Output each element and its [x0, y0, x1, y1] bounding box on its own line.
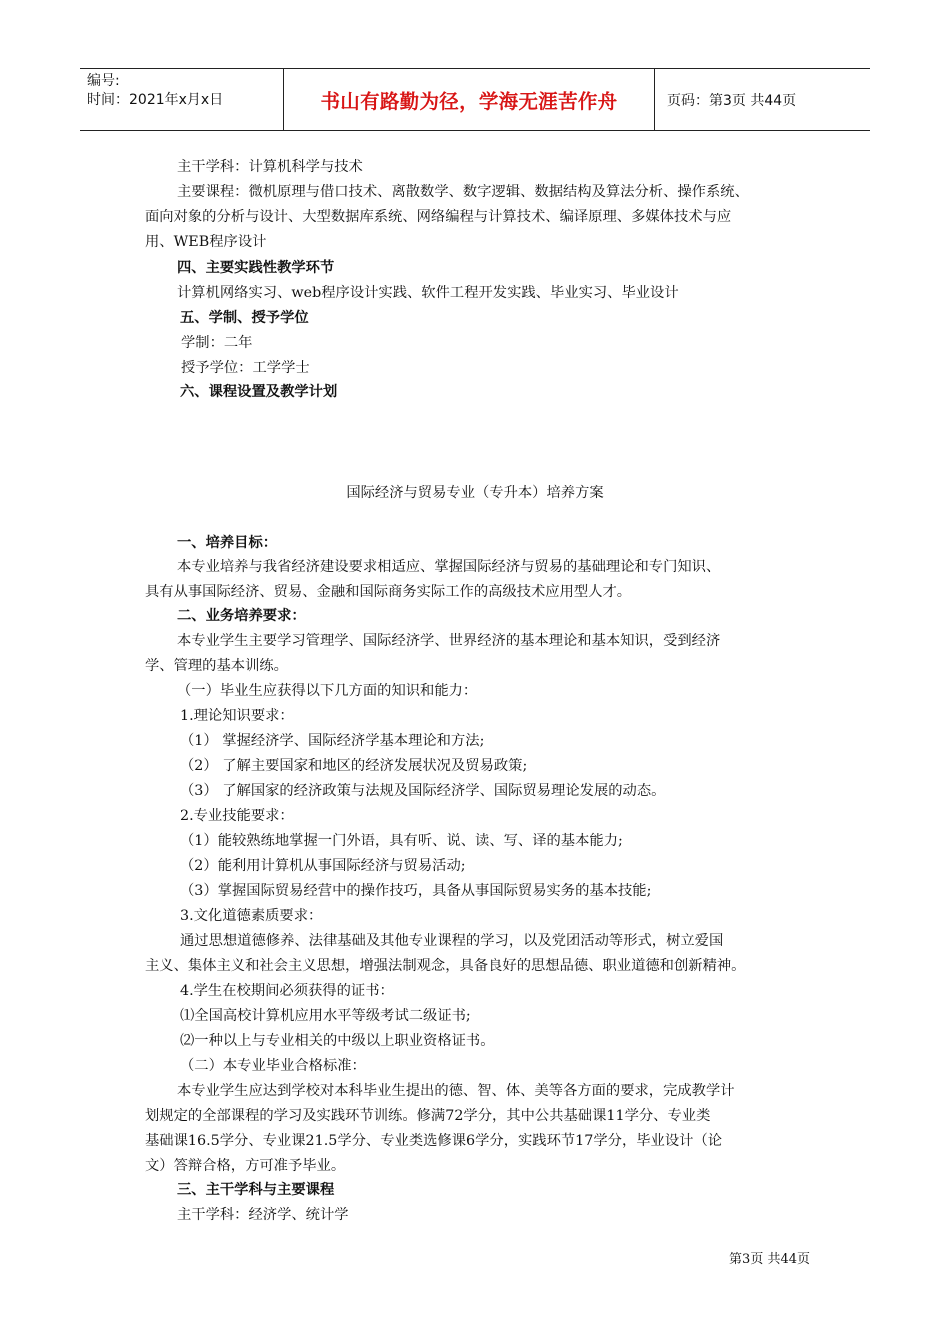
theory-item-2: （2） 了解主要国家和地区的经济发展状况及贸易政策;	[180, 758, 528, 774]
theory-item-1: （1） 掌握经济学、国际经济学基本理论和方法;	[180, 733, 485, 749]
date-line: 时间：2021年x月x日	[87, 92, 224, 108]
requirements-line-2: 学、管理的基本训练。	[145, 658, 288, 674]
subheading-abilities: （一）毕业生应获得以下几方面的知识和能力：	[177, 683, 478, 699]
serial-label: 编号:	[87, 73, 120, 89]
skills-item-3: （3）掌握国际贸易经营中的操作技巧，具备从事国际贸易实务的基本技能;	[180, 883, 652, 899]
duration-text: 学制：二年	[181, 335, 253, 351]
theory-heading: 1.理论知识要求：	[180, 708, 294, 724]
plan-title: 国际经济与贸易专业（专升本）培养方案	[346, 485, 604, 501]
heading-requirements: 二、业务培养要求：	[177, 608, 306, 624]
page-footer: 第3页 共44页	[729, 1252, 810, 1267]
practice-text: 计算机网络实习、web程序设计实践、软件工程开发实践、毕业实习、毕业设计	[177, 285, 679, 301]
moral-line-2: 主义、集体主义和社会主义思想，增强法制观念，具备良好的思想品德、职业道德和创新精神。	[145, 958, 746, 974]
header-page-cell	[655, 69, 870, 130]
skills-heading: 2.专业技能要求：	[180, 808, 294, 824]
heading-practice: 四、主要实践性教学环节	[177, 260, 335, 276]
header-meta-cell	[80, 69, 283, 130]
heading-duration-degree: 五、学制、授予学位	[180, 310, 309, 326]
heading-curriculum: 六、课程设置及教学计划	[180, 384, 338, 400]
moral-line-1: 通过思想道德修养、法律基础及其他专业课程的学习，以及党团活动等形式，树立爱国	[180, 933, 724, 949]
standard-line-1: 本专业学生应达到学校对本科毕业生提出的德、智、体、美等各方面的要求，完成教学计	[177, 1083, 735, 1099]
header-motto-cell	[283, 69, 655, 130]
skills-item-1: （1）能较熟练地掌握一门外语，具有听、说、读、写、译的基本能力;	[180, 833, 623, 849]
heading-goal: 一、培养目标：	[177, 535, 278, 551]
page-header	[80, 68, 870, 131]
main-courses-line-3: 用、WEB程序设计	[145, 234, 267, 250]
standard-line-3: 基础课16.5学分、专业课21.5学分、专业类选修课6学分，实践环节17学分，毕业设计（论	[145, 1133, 723, 1149]
main-courses-line-2: 面向对象的分析与设计、大型数据库系统、网络编程与计算技术、编译原理、多媒体技术与应	[145, 209, 732, 225]
standard-line-4: 文）答辩合格，方可准予毕业。	[145, 1158, 346, 1174]
degree-text: 授予学位：工学学士	[181, 360, 310, 376]
requirements-line-1: 本专业学生主要学习管理学、国际经济学、世界经济的基本理论和基本知识，受到经济	[177, 633, 721, 649]
certificates-heading: 4.学生在校期间必须获得的证书：	[180, 983, 394, 999]
main-courses-line-1: 主要课程：微机原理与借口技术、离散数学、数字逻辑、数据结构及算法分析、操作系统、	[177, 184, 749, 200]
theory-item-3: （3） 了解国家的经济政策与法规及国际经济学、国际贸易理论发展的动态。	[180, 783, 666, 799]
skills-item-2: （2）能利用计算机从事国际经济与贸易活动;	[180, 858, 466, 874]
goal-line-2: 具有从事国际经济、贸易、金融和国际商务实际工作的高级技术应用型人才。	[145, 584, 632, 600]
major-subject-econ: 主干学科：经济学、统计学	[177, 1207, 349, 1223]
major-subject-cs: 主干学科：计算机科学与技术	[177, 159, 363, 175]
moral-heading: 3.文化道德素质要求：	[180, 908, 323, 924]
heading-subjects-courses: 三、主干学科与主要课程	[177, 1182, 335, 1198]
motto-text: 书山有路勤为径，学海无涯苦作舟	[320, 89, 618, 113]
subheading-graduation: （二）本专业毕业合格标准：	[180, 1058, 366, 1074]
goal-line-1: 本专业培养与我省经济建设要求相适应、掌握国际经济与贸易的基础理论和专门知识、	[177, 559, 721, 575]
certificate-item-2: ⑵一种以上与专业相关的中级以上职业资格证书。	[180, 1033, 495, 1049]
certificate-item-1: ⑴全国高校计算机应用水平等级考试二级证书;	[180, 1008, 471, 1024]
standard-line-2: 划规定的全部课程的学习及实践环节训练。修满72学分，其中公共基础课11学分、专业类	[145, 1108, 711, 1124]
page-code: 页码：第3页 共44页	[667, 92, 797, 109]
